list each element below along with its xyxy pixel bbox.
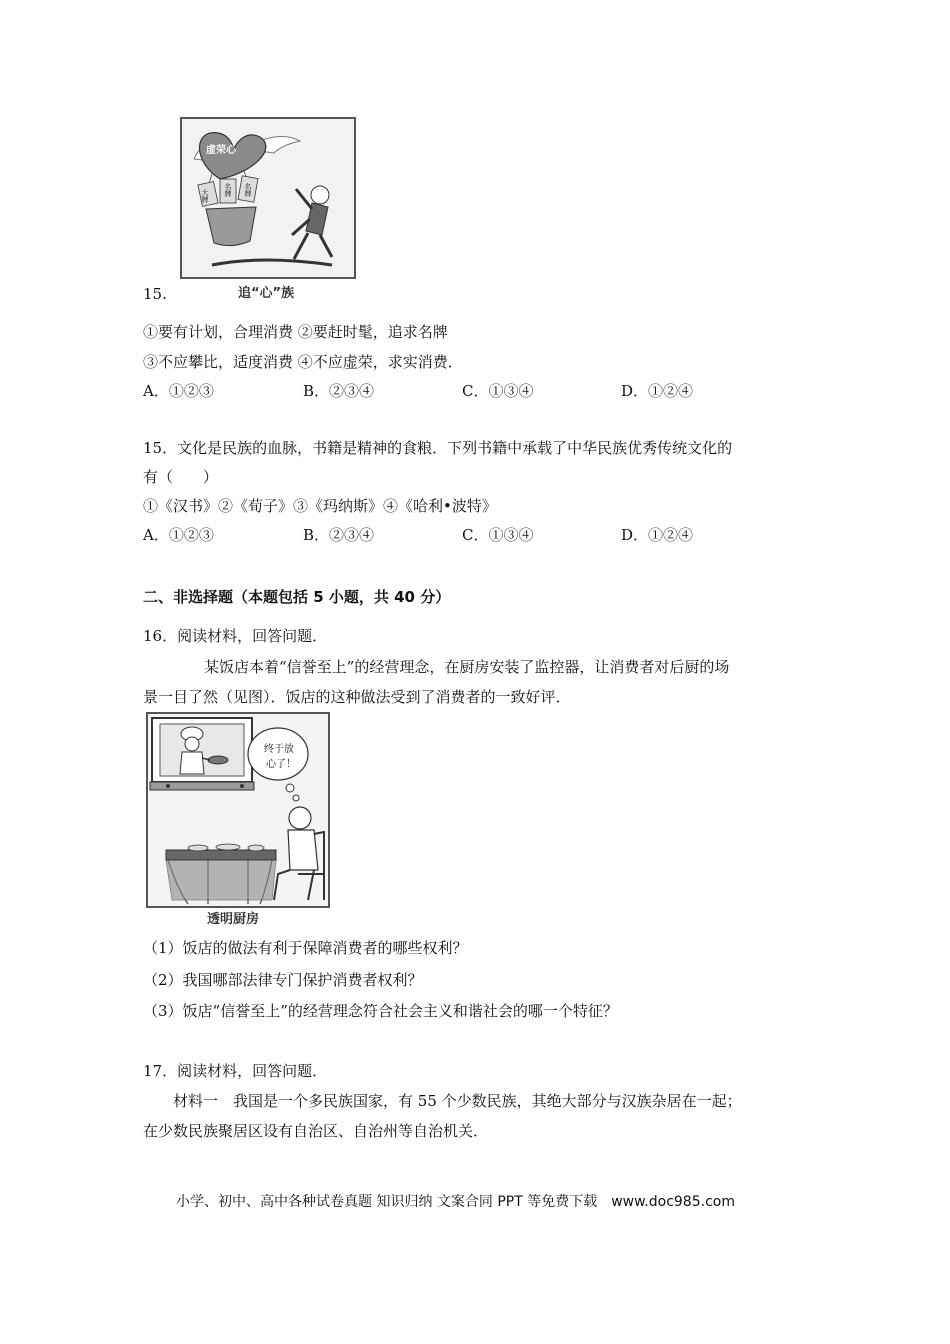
figure-caption-kitchen: 透明厨房 — [207, 912, 260, 927]
q16-sub-question-1: （1）饭店的做法有利于保障消费者的哪些权利？ — [143, 939, 468, 957]
figure-caption-zhuixin: 追“心”族 — [238, 286, 295, 301]
q15a-line-2: ③不应攀比，适度消费 ④不应虚荣，求实消费． — [143, 353, 463, 371]
bag-label-1: 大牌 — [201, 189, 209, 203]
section-heading-nonchoice: 二、非选择题（本题包括 5 小题，共 40 分） — [143, 588, 451, 606]
q17-para-1: 材料一 我国是一个多民族国家，有 55 个少数民族，其绝大部分与汉族杂居在一起； — [173, 1092, 742, 1110]
bubble-text-line-2: 心了！ — [266, 759, 296, 770]
q15a-line-1: ①要有计划，合理消费 ②要赶时髦，追求名牌 — [143, 323, 448, 341]
q15b-option-d[interactable]: D．①②④ — [621, 526, 694, 544]
q15b-option-b[interactable]: B．②③④ — [303, 526, 375, 544]
q15b-option-c[interactable]: C．①③④ — [462, 526, 534, 544]
cartoon-vanity-balloon — [180, 117, 356, 279]
q16-sub-question-3: （3）饭店“信誉至上”的经营理念符合社会主义和谐社会的哪一个特征？ — [143, 1002, 618, 1020]
q15b-line-3: ①《汉书》②《荀子》③《玛纳斯》④《哈利•波特》 — [143, 497, 497, 515]
q16-para-1: 某饭店本着“信誉至上”的经营理念，在厨房安装了监控器，让消费者对后厨的场 — [204, 658, 730, 676]
q16-title: 16．阅读材料，回答问题． — [143, 627, 328, 645]
q16-sub-question-2: （2）我国哪部法律专门保护消费者权利？ — [143, 971, 423, 989]
q15b-line-1: 15．文化是民族的血脉，书籍是精神的食粮．下列书籍中承载了中华民族优秀传统文化的 — [143, 439, 733, 457]
q15a-option-a[interactable]: A．①②③ — [143, 382, 214, 400]
bag-label-2: 名牌 — [224, 183, 232, 197]
q15a-option-d[interactable]: D．①②④ — [621, 382, 694, 400]
transparent-kitchen-illustration — [148, 714, 328, 906]
bag-label-3: 名牌 — [244, 183, 252, 197]
page-footer: 小学、初中、高中各种试卷真题 知识归纳 文案合同 PPT 等免费下载 www.doc985.com — [176, 1194, 735, 1210]
q17-title: 17．阅读材料，回答问题． — [143, 1062, 328, 1080]
q15a-option-b[interactable]: B．②③④ — [303, 382, 375, 400]
q17-para-2: 在少数民族聚居区设有自治区、自治州等自治机关． — [143, 1122, 489, 1140]
cartoon-transparent-kitchen — [146, 712, 330, 908]
q15b-option-a[interactable]: A．①②③ — [143, 526, 214, 544]
heart-label: 虚荣心 — [206, 145, 236, 156]
bubble-text-line-1: 终于放 — [264, 744, 294, 755]
q15b-line-2: 有（ ） — [143, 468, 219, 486]
q15a-option-c[interactable]: C．①③④ — [462, 382, 534, 400]
question-number-15a: 15. — [143, 285, 167, 303]
q16-para-2: 景一目了然（见图）．饭店的这种做法受到了消费者的一致好评． — [143, 688, 571, 706]
